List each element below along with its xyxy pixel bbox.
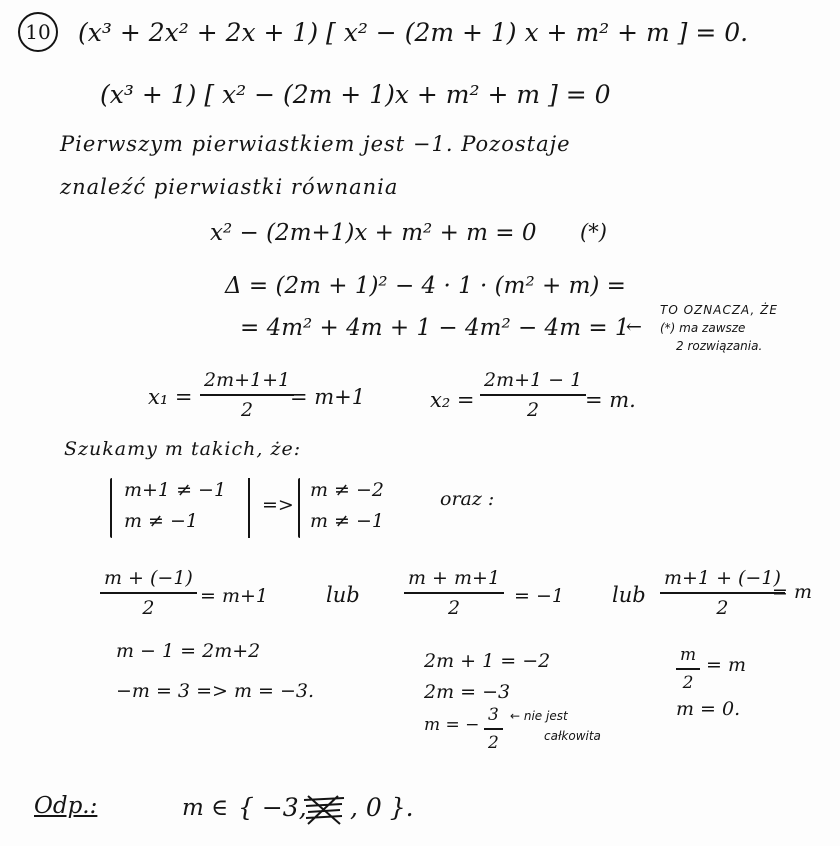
x1-denominator: 2	[241, 399, 254, 421]
crossed-out-value-scribble	[300, 790, 348, 830]
note-line-3: 2 rozwiązania.	[676, 339, 763, 353]
text-first-root: Pierwszym pierwiastkiem jest −1. Pozostaje	[60, 132, 571, 156]
x2-label: x₂ =	[430, 388, 475, 412]
note-not-integer-2: całkowita	[544, 729, 601, 743]
problem-number: 10	[18, 12, 58, 52]
lub-1: lub	[326, 583, 360, 607]
answer-set-open: { −3,	[238, 793, 307, 822]
note-line-2: (*) ma zawsze	[660, 321, 746, 335]
delta-line-2: = 4m² + 4m + 1 − 4m² − 4m = 1	[240, 315, 630, 341]
x1-numerator: 2m+1+1	[204, 369, 291, 391]
solve3-numerator: m	[680, 645, 697, 665]
answer-label: Odp.:	[34, 793, 98, 819]
x2-fraction	[480, 369, 586, 421]
solve3-fraction	[676, 645, 700, 693]
answer-lhs: m ∈	[182, 795, 229, 821]
case1-fraction	[100, 567, 197, 619]
solve1-line-1: m − 1 = 2m+2	[116, 640, 261, 662]
equation-original: (x³ + 2x² + 2x + 1) [ x² − (2m + 1) x + m² + m ] = 0.	[78, 18, 749, 47]
note-not-integer-1: ← nie jest	[510, 709, 568, 723]
case3-fraction	[660, 567, 785, 619]
case2-numerator: m + m+1	[408, 567, 501, 589]
equation-quadratic: x² − (2m+1)x + m² + m = 0	[210, 220, 537, 246]
system1-line-2: m ≠ −1	[124, 510, 199, 532]
solve3-denominator: 2	[682, 673, 694, 693]
delta-line-1: Δ = (2m + 1)² − 4 · 1 · (m² + m) =	[225, 273, 626, 299]
solve1-line-2: −m = 3 => m = −3.	[116, 680, 315, 702]
case2-result: = −1	[514, 585, 564, 607]
solve2-line-3-lhs: m = −	[424, 715, 480, 735]
case1-numerator: m + (−1)	[104, 567, 193, 589]
x1-label: x₁ =	[148, 385, 193, 409]
case3-result: = m	[772, 581, 812, 603]
lub-2: lub	[612, 583, 646, 607]
x2-result: = m.	[585, 388, 636, 412]
solve2-numerator: 3	[488, 705, 499, 725]
case2-fraction	[404, 567, 504, 619]
answer-set-close: , 0 }.	[350, 793, 414, 822]
case3-denominator: 2	[716, 597, 729, 619]
case1-denominator: 2	[142, 597, 155, 619]
solve2-fraction	[484, 705, 503, 753]
x1-fraction	[200, 369, 294, 421]
equation-simplified: (x³ + 1) [ x² − (2m + 1)x + m² + m ] = 0	[100, 80, 611, 109]
implies-arrow: =>	[262, 494, 294, 516]
system1-line-1: m+1 ≠ −1	[124, 479, 227, 501]
equation-tag: (*)	[580, 220, 607, 244]
note-line-1: TO OZNACZA, ŻE	[660, 303, 778, 317]
text-search: Szukamy m takich, że:	[64, 438, 302, 460]
system2-line-1: m ≠ −2	[310, 479, 385, 501]
text-find-roots: znaleźć pierwiastki równania	[60, 175, 399, 199]
solve2-line-1: 2m + 1 = −2	[424, 650, 551, 672]
solve2-denominator: 2	[488, 733, 499, 753]
x2-denominator: 2	[527, 399, 540, 421]
solve3-line-2: m = 0.	[676, 698, 741, 720]
case2-denominator: 2	[447, 597, 461, 619]
solve2-line-2: 2m = −3	[424, 681, 511, 703]
x2-numerator: 2m+1 − 1	[484, 369, 583, 391]
system2-line-2: m ≠ −1	[310, 510, 385, 532]
case3-numerator: m+1 + (−1)	[664, 567, 781, 589]
solve3-result: = m	[706, 654, 746, 676]
x1-result: = m+1	[290, 385, 366, 409]
text-oraz: oraz :	[440, 488, 495, 510]
note-arrow: ←	[626, 316, 642, 338]
case1-result: = m+1	[200, 585, 268, 607]
